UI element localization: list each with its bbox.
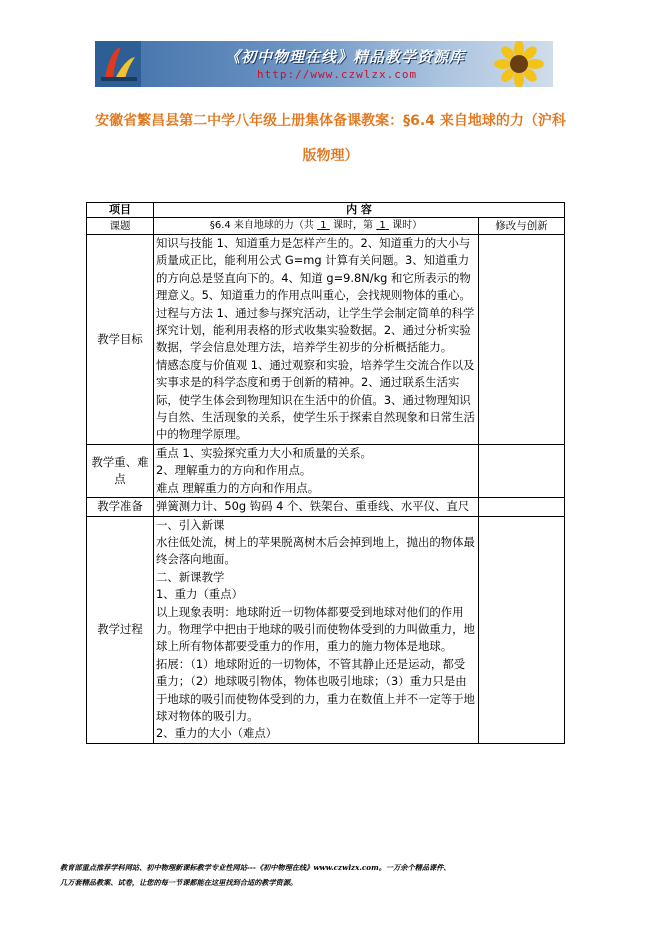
goal-emotion: 情感态度与价值观 1、通过观察和实验，培养学生交流合作以及实事求是的科学态度和勇于创新的精神。2、通过联系生活实际，使学生体会到物理知识在生活中的价值。3、通过物理知识与自然、生活现象的关系，使学生乐于探索自然现象和日常生活中的物理学原理。 — [156, 357, 475, 442]
document-title-line-1: 安徽省繁昌县第二中学八年级上册集体备课教案：§6.4 来自地球的力（沪科 — [95, 113, 566, 129]
process-line: 2、重力的大小（难点） — [156, 726, 278, 741]
document-title-line-2: 版物理） — [302, 148, 359, 164]
process-line: 一、引入新课 — [156, 517, 225, 532]
keypoints-row — [87, 444, 565, 497]
footer-line-2: 几万套精品教案、试卷，让您的每一节课都能在这里找到合适的教学资源。 — [60, 878, 298, 887]
prep-label: 教学准备 — [87, 498, 154, 516]
topic-title — [154, 218, 479, 235]
process-line: 以上现象表明：地球附近一切物体都要受到地球对他们的作用力。物理学中把由于地球的吸引而使物体受到的力叫做重力，地球上所有物体都要受重力的作用，重力的施力物体是地球。 — [156, 604, 475, 654]
topic-title-text: §6.4 来自地球的力（共 — [209, 220, 314, 231]
topic-total-hours: 1 — [320, 220, 327, 231]
prep-row — [87, 498, 565, 516]
keypoints-content — [154, 444, 479, 497]
process-row — [87, 516, 565, 743]
topic-row — [87, 218, 565, 235]
goals-label: 教学目标 — [87, 235, 154, 445]
site-banner — [95, 41, 553, 87]
keypoint-line-2: 2、理解重力的方向和作用点。 — [156, 463, 312, 478]
topic-end-text: 课时） — [392, 220, 423, 231]
prep-revise-cell — [479, 498, 565, 516]
process-line: 水往低处流，树上的苹果脱离树木后会掉到地上，抛出的物体最终会落向地面。 — [156, 534, 475, 567]
footer-line-1: 教育部重点推荐学科网站、初中物理新课标教学专业性网站---《初中物理在线》www.czwlzx.com。一万余个精品课件、 — [60, 863, 451, 872]
goal-knowledge: 知识与技能 1、知道重力是怎样产生的。2、知道重力的大小与质量成正比，能利用公式 G=mg 计算有关问题。3、知道重力的方向总是竖直向下的。4、知道 g=9.8N/kg 和它所表示的物理意义。5、知道重力的作用点叫重心，会找规则物体的重心。 — [156, 236, 471, 303]
prep-content: 弹簧测力计、50g 钩码 4 个、铁架台、重垂线、水平仪、直尺 — [154, 498, 479, 516]
goals-row — [87, 235, 565, 445]
sunflower-icon — [489, 41, 549, 87]
site-logo-icon — [95, 41, 141, 87]
keypoints-label: 教学重、难点 — [87, 444, 154, 497]
table-header-row — [87, 203, 565, 218]
topic-mid-text: 课时，第 — [333, 220, 374, 231]
keypoints-revise-cell — [479, 444, 565, 497]
topic-current-hour: 1 — [379, 220, 386, 231]
keypoint-line-3: 难点 理解重力的方向和作用点。 — [156, 480, 320, 495]
process-label: 教学过程 — [87, 516, 154, 743]
goal-process: 过程与方法 1、通过参与探究活动，让学生学会制定简单的科学探究计划，能利用表格的形式收集实验数据。2、通过分析实验数据，学会信息处理方法，培养学生初步的分析概括能力。 — [156, 305, 475, 355]
header-content: 内 容 — [154, 203, 565, 218]
goals-content — [154, 235, 479, 445]
header-item: 项目 — [87, 203, 154, 218]
lesson-plan-table — [86, 202, 565, 744]
keypoint-line-1: 重点 1、实验探究重力大小和质量的关系。 — [156, 445, 372, 460]
topic-label: 课题 — [87, 218, 154, 235]
banner-url[interactable]: http://www.czwlzx.com — [257, 68, 418, 81]
page-footer — [60, 860, 605, 890]
goals-revise-cell — [479, 235, 565, 445]
revise-header: 修改与创新 — [479, 218, 565, 235]
process-line: 二、新课教学 — [156, 569, 225, 584]
process-content — [154, 516, 479, 743]
process-revise-cell — [479, 516, 565, 743]
process-line: 拓展：（1）地球附近的一切物体，不管其静止还是运动，都受重力；（2）地球吸引物体，物体也吸引地球；（3）重力只是由于地球的吸引而使物体受到的力，重力在数值上并不一定等于地球对物体的吸引力。 — [156, 656, 475, 723]
process-line: 1、重力（重点） — [156, 587, 243, 602]
banner-title: 《初中物理在线》精品教学资源库 — [225, 48, 466, 66]
